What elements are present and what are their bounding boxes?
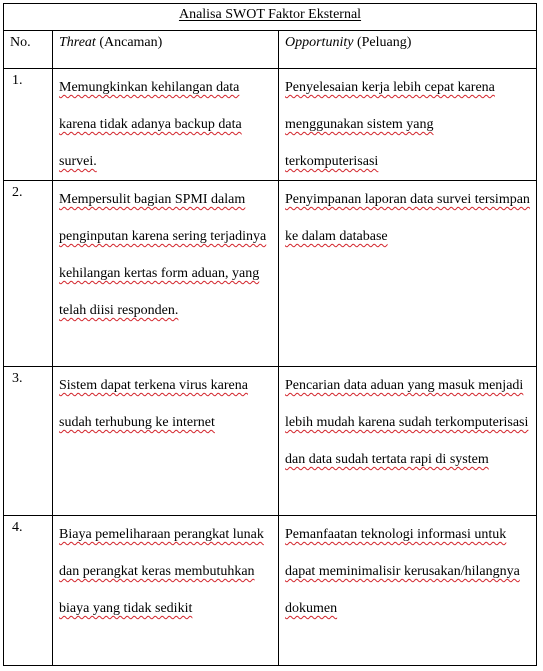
threat-cell bbox=[53, 181, 279, 367]
opportunity-cell bbox=[279, 516, 537, 666]
opportunity-text: Penyimpanan laporan data survei tersimpan ke dalam database bbox=[285, 192, 530, 244]
threat-cell bbox=[53, 69, 279, 181]
threat-text: Memungkinkan kehilangan data karena tidak adanya backup data survei. bbox=[59, 80, 242, 169]
opportunity-cell bbox=[279, 367, 537, 516]
table-row bbox=[4, 181, 537, 367]
header-row bbox=[4, 31, 537, 69]
header-threat-rest: (Ancaman) bbox=[95, 35, 163, 50]
header-opportunity bbox=[279, 31, 537, 69]
opportunity-text: Pencarian data aduan yang masuk menjadi lebih mudah karena sudah terkomputerisasi dan data sudah tertata rapi di system bbox=[285, 378, 529, 467]
opportunity-cell bbox=[279, 181, 537, 367]
table-row bbox=[4, 516, 537, 666]
opportunity-text: Penyelesaian kerja lebih cepat karena menggunakan sistem yang terkomputerisasi bbox=[285, 80, 495, 169]
threat-text: Mempersulit bagian SPMI dalam penginputan karena sering terjadinya kehilangan kertas form aduan, yang telah diisi responden. bbox=[59, 192, 267, 318]
header-threat-italic: Threat bbox=[59, 35, 96, 50]
table-row bbox=[4, 69, 537, 181]
header-no: No. bbox=[4, 31, 53, 69]
table-title-cell bbox=[4, 4, 537, 31]
row-number: 2. bbox=[4, 181, 53, 367]
row-number: 4. bbox=[4, 516, 53, 666]
header-opportunity-rest: (Peluang) bbox=[353, 35, 412, 50]
threat-cell bbox=[53, 367, 279, 516]
threat-text: Sistem dapat terkena virus karena sudah terhubung ke internet bbox=[59, 378, 248, 430]
row-number: 1. bbox=[4, 69, 53, 181]
threat-text: Biaya pemeliharaan perangkat lunak dan perangkat keras membutuhkan biaya yang tidak sedikit bbox=[59, 527, 264, 616]
title-row bbox=[4, 4, 537, 31]
table-row bbox=[4, 367, 537, 516]
threat-cell bbox=[53, 516, 279, 666]
table-title: Analisa SWOT Faktor Eksternal bbox=[178, 7, 362, 22]
row-number: 3. bbox=[4, 367, 53, 516]
header-threat bbox=[53, 31, 279, 69]
opportunity-text: Pemanfaatan teknologi informasi untuk dapat meminimalisir kerusakan/hilangnya dokumen bbox=[285, 527, 520, 616]
swot-table bbox=[3, 3, 537, 666]
header-opportunity-italic: Opportunity bbox=[285, 35, 354, 50]
opportunity-cell bbox=[279, 69, 537, 181]
